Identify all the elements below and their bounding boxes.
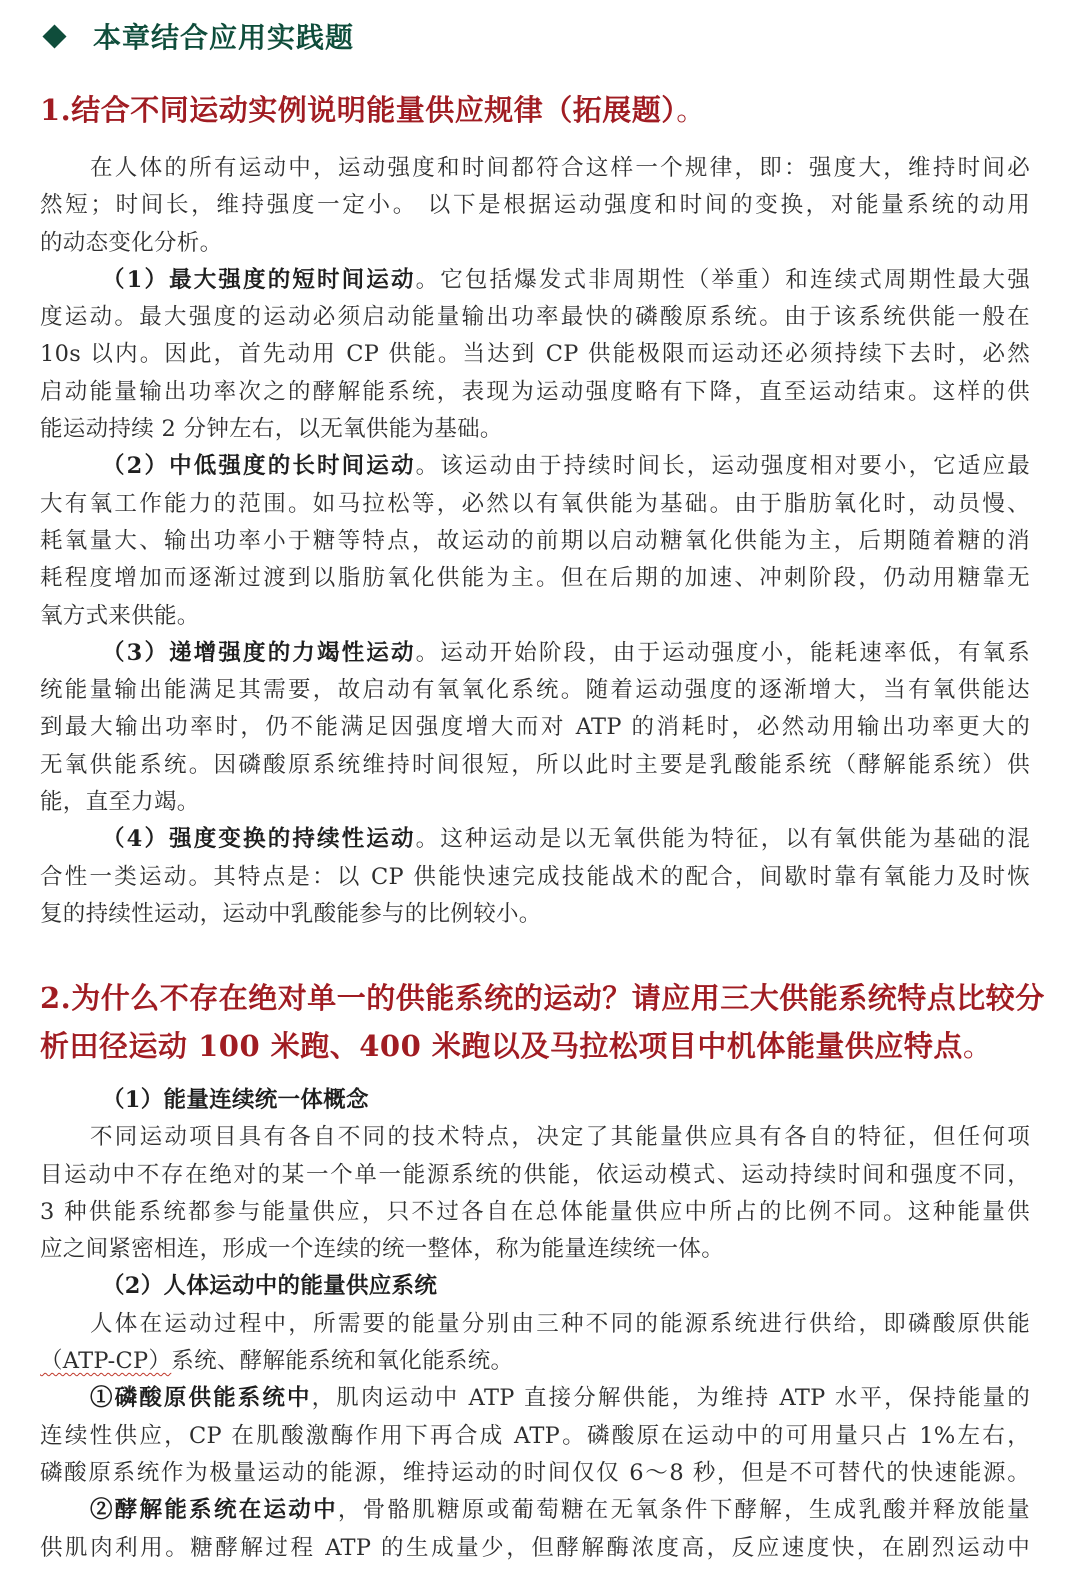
paragraph-line: 磷酸原系统作为极量运动的能源，维持运动的时间仅仅 6～8 秒，但是不可替代的快速能源。 (40, 1459, 1030, 1486)
paragraph-line: 统能量输出能满足其需要，故启动有氧氧化系统。随着运动强度的逐渐增大，当有氧供能达 (40, 677, 1030, 704)
item-1-heading: （1）最大强度的短时间运动 (102, 266, 416, 293)
item-3-heading: （3）递增强度的力竭性运动 (102, 639, 416, 666)
paragraph-line: 启动能量输出功率次之的酵解能系统，表现为运动强度略有下降，直至运动结束。这样的供 (40, 378, 1030, 405)
paragraph-line: 耗程度增加而逐渐过渡到以脂肪氧化供能为主。但在后期的加速、冲刺阶段，仍动用糖靠无 (40, 565, 1030, 592)
paragraph-line: 不同运动项目具有各自不同的技术特点，决定了其能量供应具有各自的特征，但任何项 (90, 1124, 1030, 1151)
item-4-heading: （4）强度变换的持续性运动 (102, 826, 416, 853)
paragraph-line: 度运动。最大强度的运动必须启动能量输出功率最快的磷酸原系统。由于该系统供能一般在 (40, 304, 1030, 331)
subsection-1-heading: （1）能量连续统一体概念 (102, 1087, 369, 1113)
paragraph-line: 然短；时间长，维持强度一定小。 以下是根据运动强度和时间的变换，对能量系统的动用 (40, 192, 1030, 219)
question-2-title-line: 2.为什么不存在绝对单一的供能系统的运动？请应用三大供能系统特点比较分 (40, 981, 1045, 1015)
glycolytic-heading: ②酵解能系统在运动中 (90, 1497, 338, 1524)
phosphagen-first-line: ①磷酸原供能系统中，肌肉运动中 ATP 直接分解供能，为维持 ATP 水平，保持能量的 (90, 1385, 1030, 1412)
question-1-title (40, 86, 1040, 134)
paragraph-line: 无氧供能系统。因磷酸原系统维持时间很短，所以此时主要是乳酸能系统（酵解能系统）供 (40, 751, 1030, 778)
question-1-body (40, 150, 1030, 933)
paragraph-line: 大有氧工作能力的范围。如马拉松等，必然以有氧供能为基础。由于脂肪氧化时，动员慢、 (40, 490, 1030, 517)
section-title: 本章结合应用实践题 (93, 21, 355, 54)
paragraph-line: 耗氧量大、输出功率小于糖等特点，故运动的前期以启动糖氧化供能为主，后期随着糖的消 (40, 527, 1030, 554)
question-2-title-tail: 。 (962, 1029, 993, 1063)
paragraph-line: 供肌肉利用。糖酵解过程 ATP 的生成量少，但酵解酶浓度高，反应速度快，在剧烈运动中 (40, 1534, 1030, 1561)
question-1-title-tail: 。 (676, 93, 706, 127)
paragraph-line: 连续性供应，CP 在肌酸激酶作用下再合成 ATP。磷酸原在运动中的可用量只占 1%左右， (40, 1422, 1030, 1449)
question-2-title (40, 974, 1045, 1070)
subsection-2-heading: （2）人体运动中的能量供应系统 (102, 1273, 438, 1300)
question-2-title-line: 析田径运动 100 米跑、400 米跑以及马拉松项目中机体能量供应特点 (40, 1029, 963, 1063)
paragraph-line: 目运动中不存在绝对的某一个单一能源系统的供能，依运动模式、运动持续时间和强度不同， (40, 1161, 1030, 1188)
paragraph-line: 合性一类运动。其特点是：以 CP 供能快速完成技能战术的配合，间歇时靠有氧能力及时恢 (40, 863, 1030, 890)
section-header (38, 14, 354, 58)
glycolytic-first-line: ②酵解能系统在运动中，骨骼肌糖原或葡萄糖在无氧条件下酵解，生成乳酸并释放能量 (90, 1497, 1030, 1524)
item-4-first-line: （4）强度变换的持续性运动。这种运动是以无氧供能为特征，以有氧供能为基础的混 (102, 826, 1030, 853)
paragraph-line: 能运动持续 2 分钟左右，以无氧供能为基础。 (40, 416, 503, 443)
paragraph-line: 氧方式来供能。 (40, 602, 200, 629)
paragraph-line: 到最大输出功率时，仍不能满足因强度增大而对 ATP 的消耗时，必然动用输出功率更大的 (40, 714, 1030, 741)
atp-cp-marked-term: （ATP-CP） (40, 1348, 172, 1375)
paragraph-line: 的动态变化分析。 (40, 229, 223, 256)
question-2-body (40, 1082, 1030, 1567)
paragraph-line: 人体在运动过程中，所需要的能量分别由三种不同的能源系统进行供给，即磷酸原供能 (90, 1310, 1030, 1337)
item-1-first-line: （1）最大强度的短时间运动。它包括爆发式非周期性（举重）和连续式周期性最大强 (102, 266, 1030, 293)
paragraph-line: （ATP-CP）系统、酵解能系统和氧化能系统。 (40, 1348, 514, 1375)
paragraph-line: 10s 以内。因此，首先动用 CP 供能。当达到 CP 供能极限而运动还必须持续下去时，必然 (40, 341, 1030, 368)
item-2-first-line: （2）中低强度的长时间运动。该运动由于持续时间长，运动强度相对要小，它适应最 (102, 453, 1030, 480)
question-1-title-text: 1.结合不同运动实例说明能量供应规律（拓展题） (40, 93, 677, 127)
paragraph-line: 应之间紧密相连，形成一个连续的统一整体，称为能量连续统一体。 (40, 1236, 725, 1263)
paragraph-line: 能，直至力竭。 (40, 789, 200, 816)
paragraph-line: 3 种供能系统都参与能量供应，只不过各自在总体能量供应中所占的比例不同。这种能量供 (40, 1198, 1030, 1225)
phosphagen-heading: ①磷酸原供能系统中 (90, 1385, 312, 1412)
paragraph-line: 复的持续性运动，运动中乳酸能参与的比例较小。 (40, 900, 542, 927)
item-3-first-line: （3）递增强度的力竭性运动。运动开始阶段，由于运动强度小，能耗速率低，有氧系 (102, 639, 1030, 666)
item-2-heading: （2）中低强度的长时间运动 (102, 453, 416, 480)
paragraph-line: 在人体的所有运动中，运动强度和时间都符合这样一个规律，即：强度大，维持时间必 (90, 155, 1030, 181)
diamond-icon (42, 24, 66, 48)
